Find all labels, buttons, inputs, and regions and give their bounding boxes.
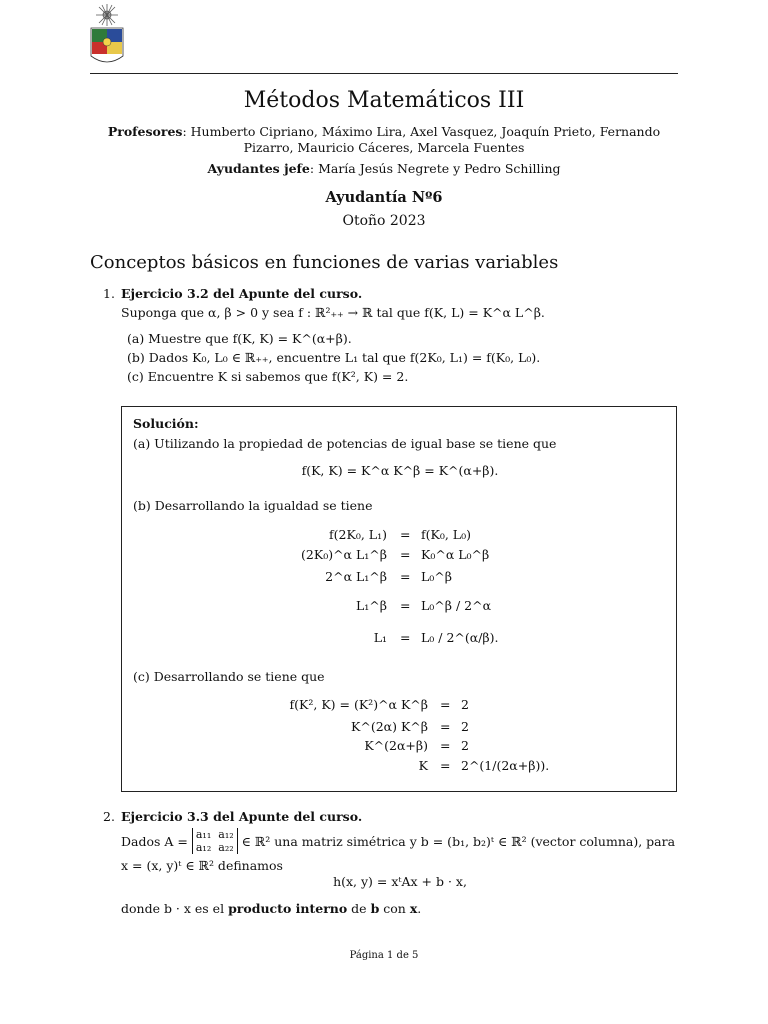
section-title: Conceptos básicos en funciones de varias variables [90, 252, 559, 273]
exercise-2-given-suffix: ∈ ℝ² una matriz simétrica y b = (b₁, b₂)ᵗ ∈ ℝ² (vector columna), para [241, 833, 676, 849]
matrix-a11: a₁₁ [195, 828, 212, 841]
exercise-2-title: Ejercicio 3.3 del Apunte del curso. [121, 809, 363, 824]
c-eq-lhs-1: f(K², K) = (K²)^α K^β [289, 697, 428, 712]
assistants-line [0, 161, 768, 176]
page-footer: Página 1 de 5 [349, 950, 419, 961]
c-eq-rhs-3: 2 [461, 738, 469, 753]
term-label: Otoño 2023 [342, 213, 426, 229]
ex2-line3-pre: donde b · x es el [121, 901, 229, 916]
b-eq-rhs-4: L₀^β / 2^α [421, 598, 492, 613]
b-eq-equals-1: = [400, 527, 411, 542]
b-eq-lhs-1: f(2K₀, L₁) [329, 527, 387, 542]
matrix-a [192, 828, 238, 854]
shield-icon [91, 28, 123, 62]
assistants-label: Ayudantes jefe [207, 161, 310, 176]
course-title: Métodos Matemáticos III [243, 88, 525, 113]
solution-a-equation: f(K, K) = K^α K^β = K^(α+β). [301, 463, 499, 478]
b-eq-rhs-1: f(K₀, L₀) [421, 527, 471, 542]
b-eq-equals-3: = [400, 569, 411, 584]
exercise-1-title: Ejercicio 3.2 del Apunte del curso. [121, 286, 363, 301]
b-eq-equals-5: = [400, 630, 411, 645]
c-eq-rhs-2: 2 [461, 719, 469, 734]
solution-label: Solución: [133, 416, 199, 431]
b-eq-lhs-5: L₁ [373, 630, 387, 645]
exercise-1-item-c: (c) Encuentre K si sabemos que f(K², K) = 2. [127, 369, 409, 384]
c-eq-rhs-1: 2 [461, 697, 469, 712]
exercise-2-number: 2. [103, 809, 115, 824]
ex2-line3-mid: de [347, 901, 371, 916]
professors-line [90, 124, 678, 156]
b-eq-lhs-3: 2^α L₁^β [325, 569, 387, 584]
c-eq-lhs-4: K [418, 758, 428, 773]
ex2-line3-con: con [379, 901, 410, 916]
b-eq-lhs-2: (2K₀)^α L₁^β [301, 547, 387, 562]
c-eq-equals-3: = [440, 738, 451, 753]
b-eq-lhs-4: L₁^β [355, 598, 387, 613]
matrix-a12-bottom: a₁₂ [195, 841, 212, 854]
exercise-2-line-3 [121, 901, 421, 916]
exercise-2-equation: h(x, y) = xᵗAx + b · x, [333, 874, 467, 889]
matrix-a22: a₂₂ [218, 841, 234, 854]
exercise-2-given-prefix: Dados A = [121, 833, 188, 849]
exercise-1-item-b: (b) Dados K₀, L₀ ∈ ℝ₊₊, encuentre L₁ tal que f(2K₀, L₁) = f(K₀, L₀). [127, 350, 541, 365]
assistants-names: : María Jesús Negrete y Pedro Schilling [309, 161, 561, 176]
b-eq-equals-2: = [400, 547, 411, 562]
c-eq-lhs-2: K^(2α) K^β [351, 719, 428, 734]
matrix-a12-top: a₁₂ [218, 828, 234, 841]
c-eq-equals-2: = [440, 719, 451, 734]
header-rule [90, 73, 678, 74]
ex2-line3-bold1: producto interno [228, 901, 348, 916]
b-eq-rhs-2: K₀^α L₀^β [421, 547, 490, 562]
c-eq-equals-1: = [440, 697, 451, 712]
assignment-title: Ayudantía Nº6 [325, 189, 443, 206]
star-emblem-icon [96, 4, 118, 26]
c-eq-rhs-4: 2^(1/(2α+β)). [461, 758, 550, 773]
exercise-1-statement: Suponga que α, β > 0 y sea f : ℝ²₊₊ → ℝ tal que f(K, L) = K^α L^β. [121, 305, 545, 320]
solution-c-text: (c) Desarrollando se tiene que [133, 669, 325, 684]
exercise-2-line-1 [121, 828, 675, 854]
b-eq-equals-4: = [400, 598, 411, 613]
ex2-line3-end: . [417, 901, 422, 916]
professors-names: : Humberto Cipriano, Máximo Lira, Axel Vasquez, Joaquín Prieto, Fernando Pizarro, Mauricio Cáceres, Marcela Fuentes [182, 124, 661, 155]
solution-a-text: (a) Utilizando la propiedad de potencias de igual base se tiene que [133, 436, 557, 451]
university-logo [88, 4, 126, 68]
solution-b-text: (b) Desarrollando la igualdad se tiene [133, 498, 373, 513]
c-eq-equals-4: = [440, 758, 451, 773]
ex2-line3-bold2: b [370, 901, 380, 916]
b-eq-rhs-5: L₀ / 2^(α/β). [421, 630, 499, 645]
professors-label: Profesores [107, 124, 183, 139]
b-eq-rhs-3: L₀^β [421, 569, 453, 584]
ex2-line3-bold3: x [409, 901, 418, 916]
exercise-1-item-a: (a) Muestre que f(K, K) = K^(α+β). [127, 331, 352, 346]
exercise-2-line-2: x = (x, y)ᵗ ∈ ℝ² definamos [121, 858, 283, 873]
exercise-1-number: 1. [103, 286, 115, 301]
c-eq-lhs-3: K^(2α+β) [364, 738, 428, 753]
